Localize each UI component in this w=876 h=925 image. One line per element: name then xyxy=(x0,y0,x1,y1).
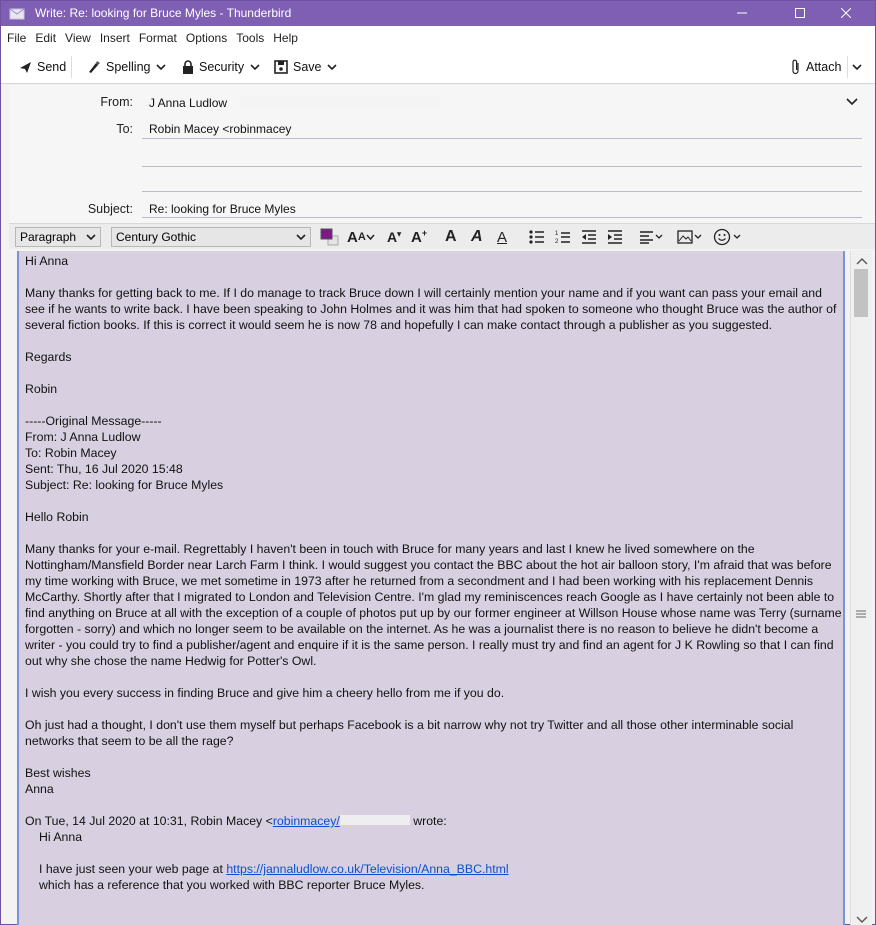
outdent-button[interactable] xyxy=(581,227,597,247)
increase-font-icon: A+ xyxy=(411,228,428,246)
to-field[interactable]: Robin Macey <robinmacey xyxy=(149,122,292,136)
on-wrote-suffix: wrote: xyxy=(413,814,447,828)
original-to: To: Robin Macey xyxy=(25,446,117,460)
envelope-icon xyxy=(9,6,25,20)
menu-tools[interactable]: Tools xyxy=(236,31,265,45)
menu-file[interactable]: File xyxy=(7,31,27,45)
maximize-icon xyxy=(795,8,805,18)
original-message-header: -----Original Message----- xyxy=(25,414,162,428)
paragraph-1: Many thanks for getting back to me. If I do manage to track Bruce down I will certainly mention your name and if you want can pass your email and see if he wants to write back. I have been speaking to John Holmes and it was him that had spoken to someone who thought Bruce was the author of several fiction books. If this is correct it would seem he is now 78 and hopefully I can make contact through a publisher as you suggested. xyxy=(25,286,837,332)
paragraph-2: Many thanks for your e-mail. Regrettably I haven't been in touch with Bruce for many years and last I knew he lived somewhere on the Nottingham/Mansfield Border near Larch Farm I think. I would suggest you contact the BBC about the hot air balloon story, I'm afraid that was before my time working with Bruce, we met sometime in 1973 after he returned from a secondment and I had been working with his replacement Dennis McCarthy. Shortly after that I migrated to London and Television Centre. I'm glad my reminiscences reach Google as I have certainly not been able to find anything on Bruce at all with the exception of a couple of photos put up by our former engineer at Willson House whose name was Terry (surname forgotten - sorry) and which no longer seem to be available on the internet. As he was a journalist there is no reason to believe he didn't become a writer - you could try to find a publisher/agent and enquire if it is the same person. I really must try and find an agent for J K Rowling so that I can find out why she chose the name Hedwig for Potter's Owl. xyxy=(25,542,842,668)
field-underline xyxy=(142,138,862,139)
indent-button[interactable] xyxy=(607,227,623,247)
to-label: To: xyxy=(116,122,133,136)
toolbar-divider xyxy=(71,56,72,78)
svg-text:1: 1 xyxy=(555,231,559,237)
security-dropdown[interactable] xyxy=(250,58,265,76)
spelling-icon xyxy=(87,60,101,74)
spelling-label: Spelling xyxy=(106,60,151,74)
bullet-list-icon xyxy=(529,230,545,244)
font-select-value: Century Gothic xyxy=(116,230,197,244)
chevron-down-icon xyxy=(366,234,375,241)
hello: Hello Robin xyxy=(25,510,89,524)
security-label: Security xyxy=(199,60,245,74)
numbered-list-icon xyxy=(555,230,571,244)
emoji-button[interactable] xyxy=(713,227,743,247)
chevron-down-icon xyxy=(296,233,306,241)
closing-name: Anna xyxy=(25,782,54,796)
chevron-down-icon xyxy=(327,63,337,71)
regards: Regards xyxy=(25,350,72,364)
scrollbar-thumb[interactable] xyxy=(854,269,868,317)
redacted-area xyxy=(340,815,410,825)
email-link[interactable]: robinmacey/ xyxy=(272,814,340,828)
menu-bar xyxy=(1,26,875,50)
chevron-down-icon xyxy=(156,63,166,71)
original-sent: Sent: Thu, 16 Jul 2020 15:48 xyxy=(25,462,183,476)
decrease-font-icon: A▾ xyxy=(387,229,402,245)
scroll-grip-icon xyxy=(854,609,868,619)
minimize-button[interactable] xyxy=(719,1,765,25)
svg-text:2: 2 xyxy=(555,239,559,244)
lock-icon xyxy=(182,60,194,74)
close-button[interactable] xyxy=(823,1,869,25)
font-select[interactable] xyxy=(111,227,311,247)
menu-view[interactable]: View xyxy=(65,31,91,45)
align-button[interactable] xyxy=(639,227,663,247)
paragraph-select-value: Paragraph xyxy=(20,230,77,244)
format-toolbar xyxy=(9,223,875,249)
send-button[interactable] xyxy=(19,58,66,76)
toolbar-divider xyxy=(847,56,848,78)
chevron-down-icon xyxy=(852,63,862,71)
address-headers xyxy=(9,85,875,223)
paperclip-icon xyxy=(791,59,801,75)
paragraph-3: I wish you every success in finding Bruce and give him a cheery hello from me if you do. xyxy=(25,686,505,700)
text-color-button[interactable] xyxy=(319,227,341,247)
font-size-button[interactable]: A A xyxy=(347,227,375,247)
minimize-icon xyxy=(737,8,747,18)
color-swatch-icon xyxy=(319,227,341,247)
larger-text-button[interactable] xyxy=(411,227,427,247)
menu-format[interactable]: Format xyxy=(138,31,177,45)
save-dropdown[interactable] xyxy=(327,58,342,76)
greeting: Hi Anna xyxy=(25,254,69,268)
bold-button[interactable] xyxy=(445,227,457,247)
spelling-dropdown[interactable] xyxy=(156,58,171,76)
align-left-icon xyxy=(639,230,663,244)
vertical-scrollbar[interactable] xyxy=(850,251,872,925)
message-body-editor[interactable] xyxy=(17,251,845,925)
menu-insert[interactable]: Insert xyxy=(99,31,130,45)
field-underline xyxy=(142,166,862,167)
chevron-down-icon xyxy=(250,63,260,71)
italic-icon: A xyxy=(471,228,483,245)
outdent-icon xyxy=(581,230,597,244)
original-subject: Subject: Re: looking for Bruce Myles xyxy=(25,478,224,492)
save-icon xyxy=(274,60,288,74)
bullet-list-button[interactable] xyxy=(529,227,545,247)
compose-toolbar xyxy=(1,50,875,84)
send-icon xyxy=(19,61,32,74)
original-from: From: J Anna Ludlow xyxy=(25,430,141,444)
save-button[interactable] xyxy=(274,58,322,76)
underline-icon: A xyxy=(497,228,508,246)
redacted-area xyxy=(239,97,439,109)
window-title: Write: Re: looking for Bruce Myles - Thunderbird xyxy=(35,6,292,20)
message-body xyxy=(25,253,843,893)
security-button[interactable] xyxy=(182,58,244,76)
indent-icon xyxy=(607,230,623,244)
font-size-icon: A xyxy=(347,228,358,246)
title-bar xyxy=(1,1,875,26)
on-wrote-prefix: On Tue, 14 Jul 2020 at 10:31, Robin Macey < xyxy=(25,814,273,828)
web-page-link[interactable]: https://jannaludlow.co.uk/Television/Anna_BBC.html xyxy=(226,862,509,876)
attach-button[interactable] xyxy=(791,58,841,76)
quoted-line-1 xyxy=(39,861,843,877)
from-field[interactable]: J Anna Ludlow xyxy=(149,96,228,110)
menu-help[interactable]: Help xyxy=(273,31,298,45)
numbered-list-button[interactable] xyxy=(555,227,571,247)
image-icon xyxy=(677,230,703,244)
quoted-greeting: Hi Anna xyxy=(39,830,83,844)
chevron-down-icon[interactable] xyxy=(846,97,858,107)
attach-label: Attach xyxy=(806,60,842,74)
subject-label: Subject: xyxy=(87,202,133,216)
bold-icon: A xyxy=(445,228,457,245)
italic-button[interactable] xyxy=(471,227,483,247)
quoted-line-1-text: I have just seen your web page at xyxy=(39,862,227,876)
on-wrote-line xyxy=(25,813,843,829)
from-label: From: xyxy=(100,95,133,109)
send-label: Send xyxy=(37,60,67,74)
underline-button[interactable] xyxy=(497,227,507,247)
paragraph-select[interactable] xyxy=(15,227,101,247)
subject-field[interactable]: Re: looking for Bruce Myles xyxy=(149,202,296,216)
maximize-button[interactable] xyxy=(777,1,823,25)
spelling-button[interactable] xyxy=(87,58,150,76)
field-underline xyxy=(142,217,862,218)
smaller-text-button[interactable] xyxy=(387,227,401,247)
menu-options[interactable]: Options xyxy=(185,31,228,45)
field-underline xyxy=(142,191,862,192)
insert-image-button[interactable] xyxy=(677,227,703,247)
quoted-line-2: which has a reference that you worked with BBC reporter Bruce Myles. xyxy=(39,878,425,892)
paragraph-4: Oh just had a thought, I don't use them myself but perhaps Facebook is a bit narrow why not try Twitter and all those other interminable social networks that seem to be all the rage? xyxy=(25,718,794,748)
scroll-up-icon[interactable] xyxy=(855,256,869,266)
close-icon xyxy=(841,8,851,18)
signature: Robin xyxy=(25,382,58,396)
save-label: Save xyxy=(293,60,322,74)
scroll-down-icon[interactable] xyxy=(855,915,869,925)
chevron-down-icon xyxy=(86,233,96,241)
smiley-icon xyxy=(713,228,743,246)
closing: Best wishes xyxy=(25,766,91,780)
menu-edit[interactable]: Edit xyxy=(35,31,57,45)
attach-dropdown[interactable] xyxy=(852,58,867,76)
